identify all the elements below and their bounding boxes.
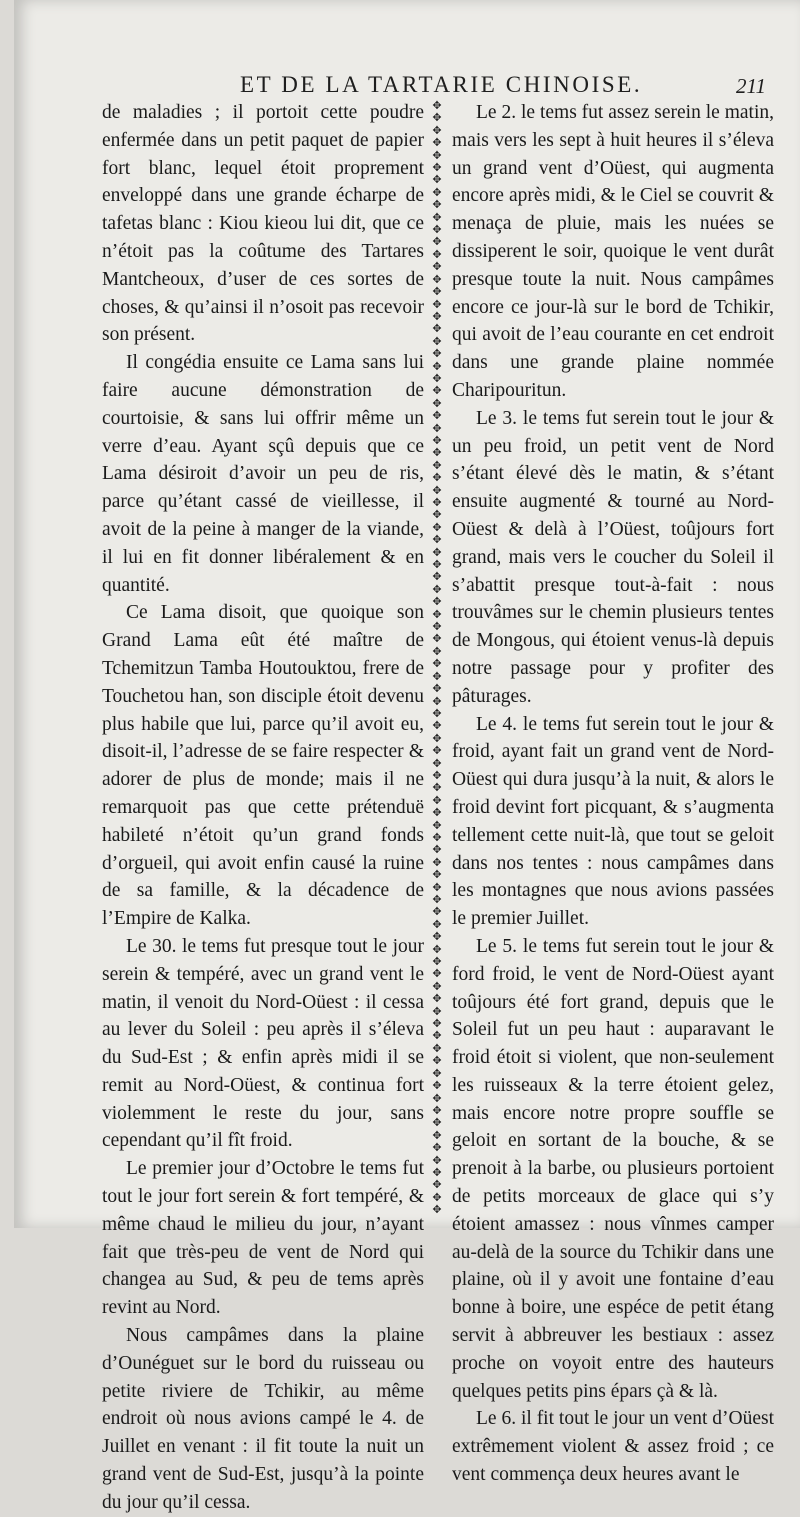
ornament-icon: ✥ — [432, 979, 442, 993]
ornament-icon: ✥ — [432, 744, 442, 758]
paragraph: de maladies ; il portoit cette poudre enfermée dans un petit paquet de papier fort blanc, lequel étoit proprement enveloppé dans une grande écharpe de tafetas blanc : Kiou kieou lui dit, que ce n’étoit pas la coûtume des Tartares Mantcheoux, d’user de ces sortes de choses, & qu’ainsi il n’osoit pas recevoir son présent. — [102, 102, 424, 346]
ornament-icon: ✥ — [432, 868, 442, 882]
ornament-icon: ✥ — [432, 1153, 442, 1167]
ornament-icon: ✥ — [432, 123, 442, 137]
ornament-icon: ✥ — [432, 793, 442, 807]
ornament-icon: ✥ — [432, 322, 442, 336]
ornament-icon: ✥ — [432, 235, 442, 249]
paragraph: Il congédia ensuite ce Lama sans lui faire aucune démonstration de courtoisie, & sans lui offrir même un verre d’eau. Ayant sçû depuis que ce Lama désiroit d’avoir un peu de ris, parce qu’étant cassé de vieillesse, il avoit de la peine à manger de la viande, il lui en fit donner libéralement & en quantité. — [102, 352, 424, 596]
ornament-icon: ✥ — [432, 483, 442, 497]
ornament-icon: ✥ — [432, 917, 442, 931]
paragraph: Le premier jour d’Octobre le tems fut tout le jour fort serein & fort tempéré, & même chaud le milieu du jour, n’ayant fait que très-peu de vent de Nord qui changea au Sud, & peu de tems après revint au Nord. — [102, 1158, 424, 1319]
ornament-icon: ✥ — [432, 731, 442, 745]
ornament-icon: ✥ — [432, 148, 442, 162]
ornament-icon: ✥ — [432, 198, 442, 212]
ornament-icon: ✥ — [432, 905, 442, 919]
paragraph: Le 3. le tems fut serein tout le jour & un peu froid, un petit vent de Nord s’étant élevé dès le matin, & s’étant ensuite augmenté & tourné au Nord-Oüest & delà à l’Oüest, toûjours fort grand, mais vers le coucher du Soleil il s’abattit presque tout-à-fait : nous trouvâmes sur le chemin plusieurs tentes de Mongous, qui étoient venus-là depuis notre passage pour y profiter des pâturages. — [452, 407, 774, 707]
ornamental-column-divider — [430, 100, 444, 1225]
ornament-icon: ✥ — [432, 657, 442, 671]
ornament-icon: ✥ — [432, 620, 442, 634]
ornament-icon: ✥ — [432, 1079, 442, 1093]
ornament-icon: ✥ — [432, 768, 442, 782]
ornament-icon: ✥ — [432, 1203, 442, 1217]
ornament-icon: ✥ — [432, 1178, 442, 1192]
ornament-icon: ✥ — [432, 1066, 442, 1080]
ornament-icon: ✥ — [432, 496, 442, 509]
ornament-icon: ✥ — [432, 694, 442, 708]
ornament-icon: ✥ — [432, 930, 442, 944]
ornament-icon: ✥ — [432, 1141, 442, 1155]
running-header — [0, 72, 800, 102]
ornament-icon: ✥ — [432, 433, 442, 447]
ornament-icon: ✥ — [432, 1103, 442, 1117]
paragraph: Nous campâmes dans la plaine d’Ounéguet sur le bord du ruisseau ou petite riviere de Tchikir, au même endroit où nous avions campé le 4. de Juillet en venant : il fit toute la nuit un grand vent de Sud-Est, jusqu’à la pointe du jour qu’il cessa. — [102, 1325, 424, 1513]
ornament-icon: ✥ — [432, 582, 442, 596]
ornament-icon: ✥ — [432, 111, 442, 125]
ornament-icon: ✥ — [432, 384, 442, 398]
ornament-icon: ✥ — [432, 1041, 442, 1055]
ornament-icon: ✥ — [432, 185, 442, 199]
paragraph: Ce Lama disoit, que quoique son Grand Lama eût été maître de Tchemitzun Tamba Houtouktou, frere de Touchetou han, son disciple étoit devenu plus habile que lui, parce qu’il avoit eu, disoit-il, l’adresse de se faire respecter & adorer de plus de monde; mais il ne remarquoit pas que cette prétenduë habileté n’étoit qu’un grand fonds d’orgueil, qui avoit enfin causé la ruine de sa famille, & la décadence de l’Empire de Kalka. — [102, 602, 424, 930]
ornament-icon: ✥ — [432, 942, 442, 956]
ornament-icon: ✥ — [432, 359, 442, 373]
ornament-icon: ✥ — [432, 955, 442, 969]
ornament-icon: ✥ — [432, 880, 442, 894]
paragraph: Le 5. le tems fut serein tout le jour & ford froid, le vent de Nord-Oüest ayant toûjours été fort grand, depuis que le Soleil fut un peu haut : auparavant le froid étoit si violent, que non-seulement les ruisseaux & la terre étoient gelez, mais encore notre propre souffle se geloit en sortant de la bouche, & se prenoit à la barbe, ou plusieurs portoient de petits morceaux de glace qui s’y étoient amassez : nous vînmes camper au-delà de la source du Tchikir dans une plaine, où il y avoit une fontaine d’eau bonne à boire, une espéce de petit étang servit à abbreuver les bestiaux : assez proche on voyoit entre des hauteurs quelques petits pins épars çà & là. — [452, 935, 774, 1402]
ornament-icon: ✥ — [432, 421, 442, 435]
left-column — [102, 99, 424, 1517]
ornament-icon: ✥ — [432, 371, 442, 385]
ornament-icon: ✥ — [432, 508, 442, 522]
ornament-icon: ✥ — [432, 632, 442, 646]
ornament-icon: ✥ — [432, 855, 442, 869]
ornament-icon: ✥ — [432, 558, 442, 572]
ornament-icon: ✥ — [432, 669, 442, 683]
ornament-icon: ✥ — [432, 533, 442, 547]
ornament-icon: ✥ — [432, 1116, 442, 1130]
ornament-icon: ✥ — [432, 1004, 442, 1018]
ornament-icon: ✥ — [432, 756, 442, 770]
page-number: 211 — [736, 74, 766, 98]
ornament-icon: ✥ — [432, 806, 442, 820]
ornament-icon: ✥ — [432, 260, 442, 274]
ornament-icon: ✥ — [432, 520, 442, 534]
paragraph: Le 6. il fit tout le jour un vent d’Oüest extrêmement violent & assez froid ; ce vent commença deux heures avant le — [452, 1408, 774, 1486]
ornament-icon: ✥ — [432, 595, 442, 609]
ornament-icon: ✥ — [432, 247, 442, 261]
ornament-icon: ✥ — [432, 967, 442, 981]
right-column — [452, 99, 774, 1489]
ornament-icon: ✥ — [432, 100, 442, 112]
ornament-icon: ✥ — [432, 396, 442, 410]
ornament-icon: ✥ — [432, 893, 442, 906]
ornament-icon: ✥ — [432, 1029, 442, 1043]
ornament-icon: ✥ — [432, 173, 442, 187]
ornament-icon: ✥ — [432, 347, 442, 361]
ornament-icon: ✥ — [432, 309, 442, 323]
ornament-icon: ✥ — [432, 285, 442, 299]
ornament-icon: ✥ — [432, 1128, 442, 1142]
ornament-icon: ✥ — [432, 818, 442, 832]
ornament-icon: ✥ — [432, 409, 442, 423]
ornament-icon: ✥ — [432, 1190, 442, 1204]
ornament-icon: ✥ — [432, 223, 442, 237]
ornament-icon: ✥ — [432, 545, 442, 559]
ornament-icon: ✥ — [432, 570, 442, 584]
ornament-icon: ✥ — [432, 446, 442, 460]
ornament-icon: ✥ — [432, 781, 442, 795]
ornament-icon: ✥ — [432, 644, 442, 658]
ornament-icon: ✥ — [432, 458, 442, 472]
ornament-icon: ✥ — [432, 607, 442, 621]
ornament-icon: ✥ — [432, 706, 442, 720]
ornament-icon: ✥ — [432, 1017, 442, 1031]
ornament-icon: ✥ — [432, 136, 442, 150]
ornament-icon: ✥ — [432, 471, 442, 485]
ornament-icon: ✥ — [432, 210, 442, 224]
paragraph: Le 2. le tems fut assez serein le matin, mais vers les sept à huit heures il s’éleva un grand vent d’Oüest, qui augmenta encore après midi, & le Ciel se couvrit & menaça de pluie, mais les nuées se dissiperent le soir, quoique le vent durât presque toute la nuit. Nous campâmes encore ce jour-là sur le bord de Tchikir, qui avoit de l’eau courante en cet endroit dans une grande plaine nommée Charipouritun. — [452, 102, 774, 401]
ornament-icon: ✥ — [432, 830, 442, 844]
running-title: ET DE LA TARTARIE CHINOISE. — [240, 72, 643, 97]
ornament-icon: ✥ — [432, 161, 442, 175]
ornament-icon: ✥ — [432, 719, 442, 733]
ornament-icon: ✥ — [432, 682, 442, 696]
paragraph: Le 30. le tems fut presque tout le jour serein & tempéré, avec un grand vent le matin, il venoit du Nord-Oüest : il cessa au lever du Soleil : peu après il s’éleva du Sud-Est ; & enfin après midi il se remit au Nord-Oüest, & continua fort violemment le reste du jour, sans cependant qu’il fît froid. — [102, 935, 424, 1152]
ornament-icon: ✥ — [432, 843, 442, 857]
paragraph: Le 4. le tems fut serein tout le jour & froid, ayant fait un grand vent de Nord-Oüest qui dura jusqu’à la nuit, & alors le froid devint fort picquant, & s’augmenta tellement cette nuit-là, que tout se geloit dans nos tentes : nous campâmes dans les montagnes que nous avions passées le premier Juillet. — [452, 713, 774, 930]
ornament-icon: ✥ — [432, 1091, 442, 1105]
ornament-icon: ✥ — [432, 334, 442, 348]
ornament-icon: ✥ — [432, 297, 442, 311]
ornament-icon: ✥ — [432, 992, 442, 1006]
ornament-icon: ✥ — [432, 1054, 442, 1068]
ornament-icon: ✥ — [432, 1165, 442, 1179]
ornament-icon: ✥ — [432, 272, 442, 286]
